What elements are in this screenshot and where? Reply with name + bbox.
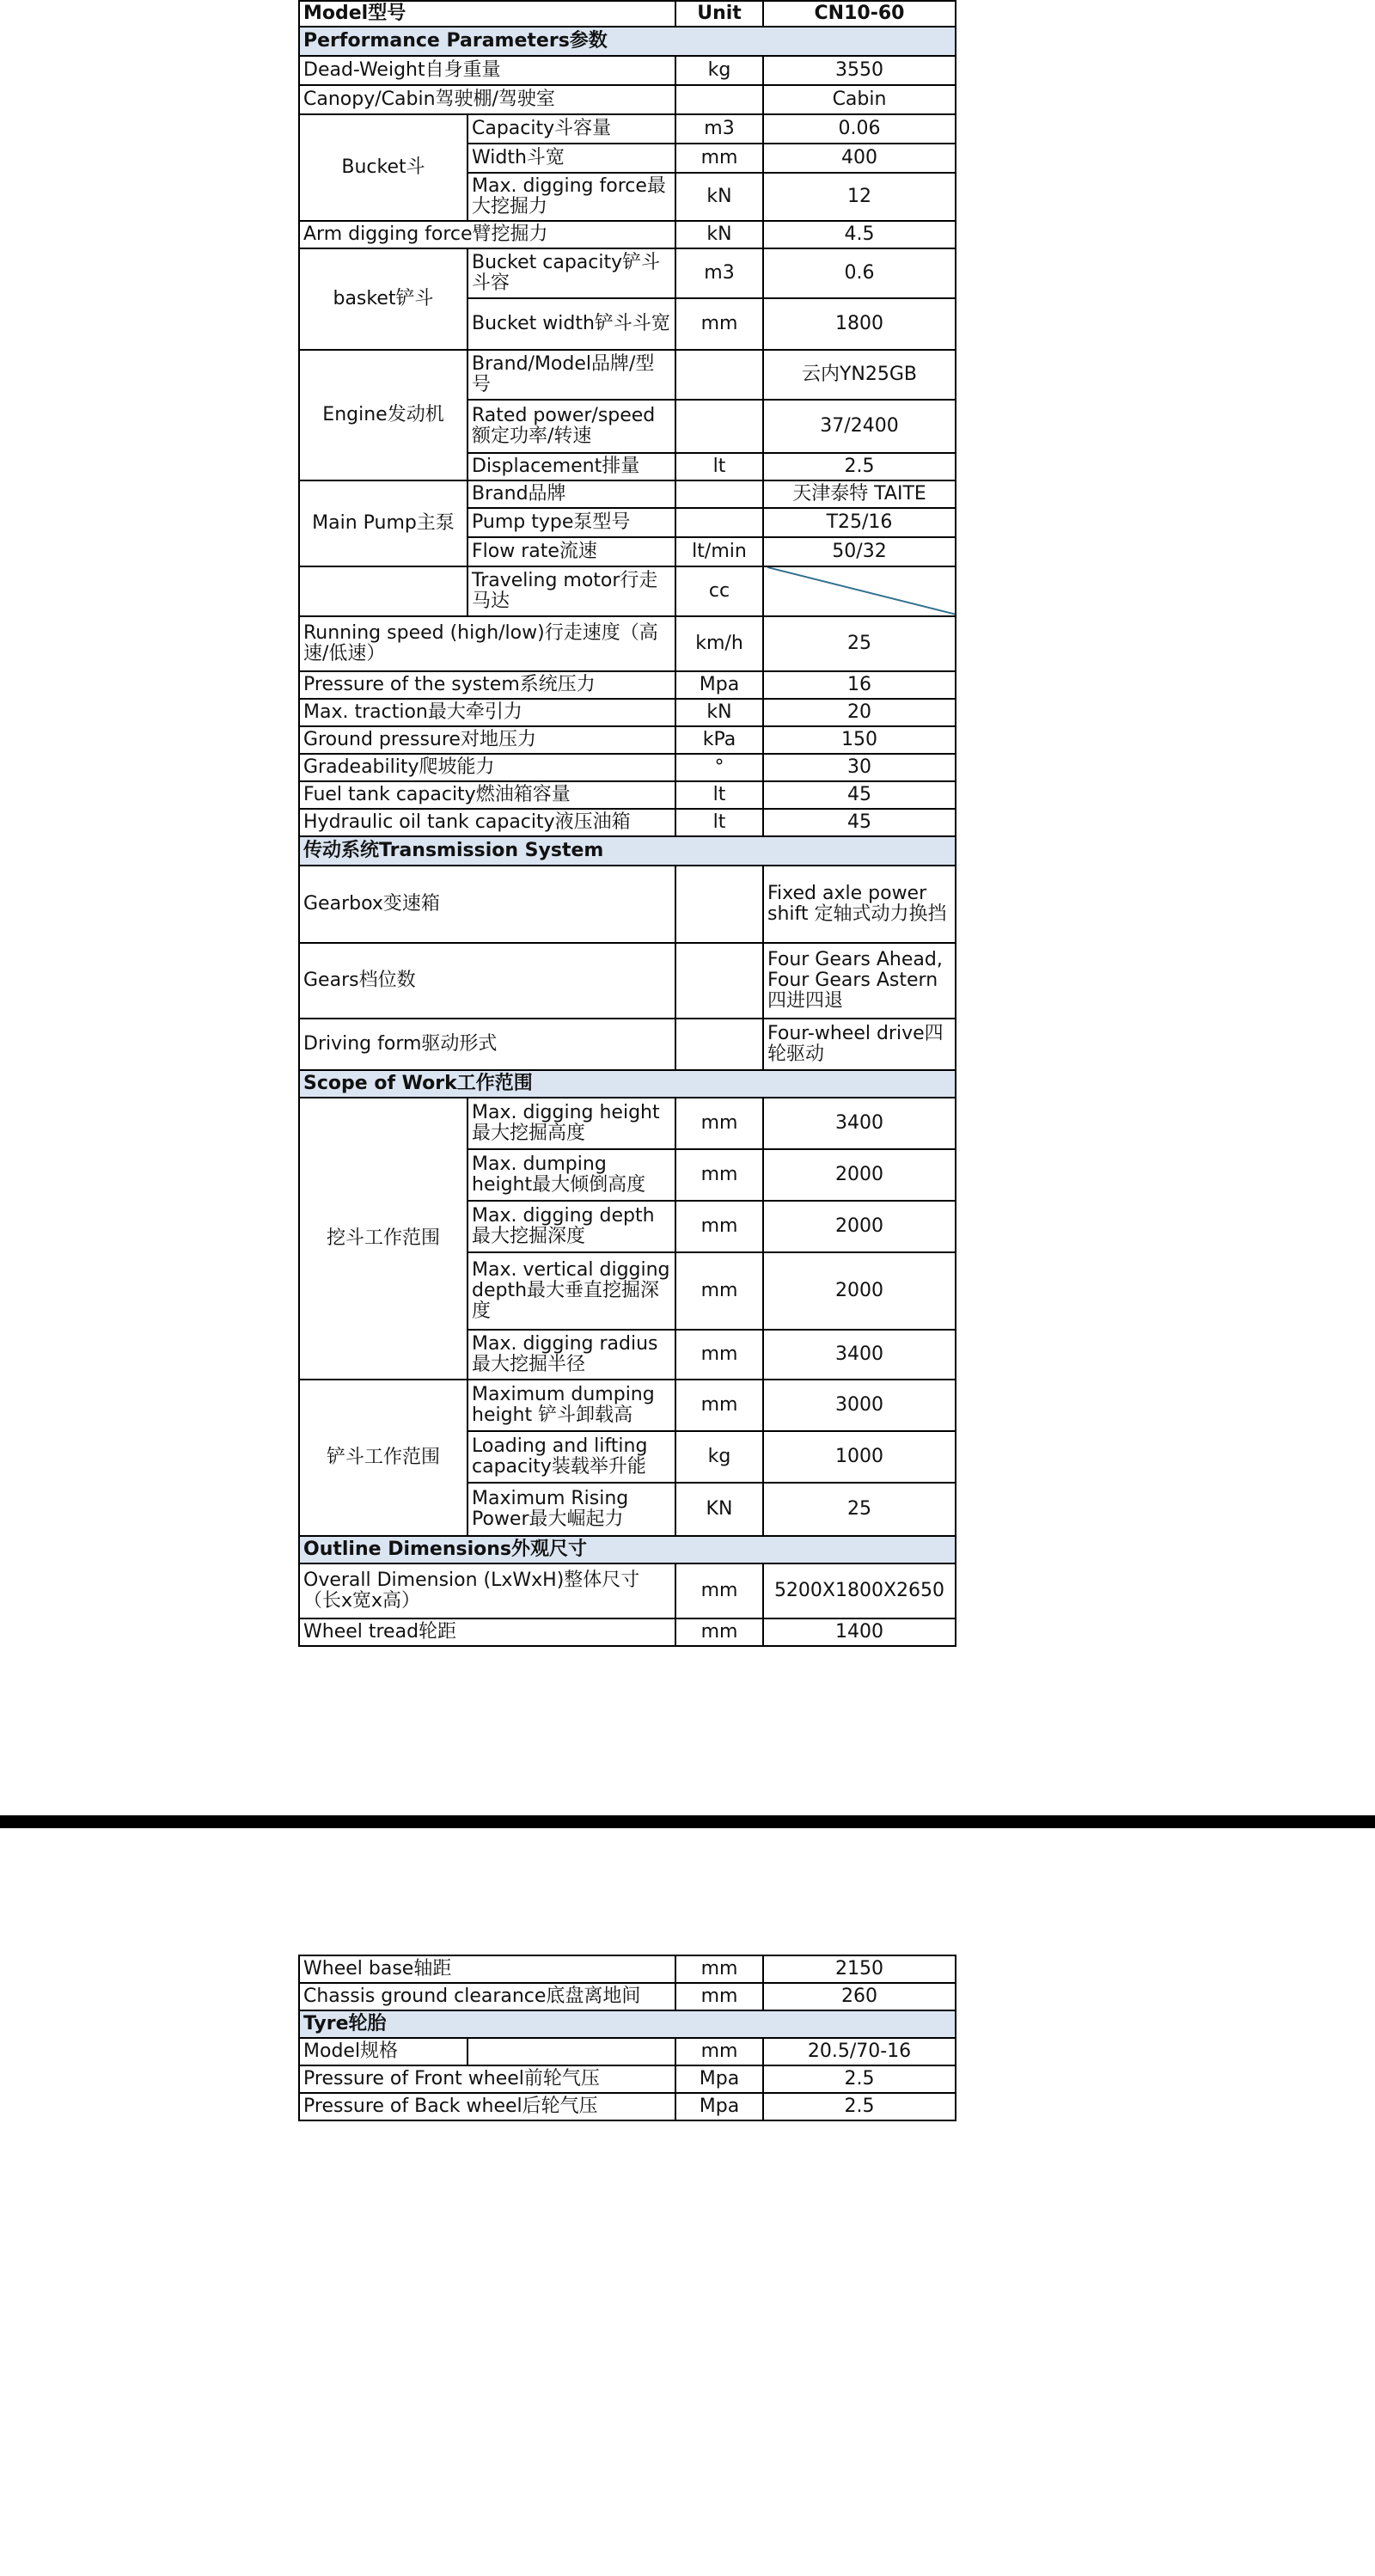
param-unit: KN [675,1483,763,1536]
param-name: Displacement排量 [468,453,675,480]
param-name: Capacity斗容量 [468,114,675,144]
param-unit: lt [675,809,763,836]
param-name: Maximum Rising Power最大崛起力 [468,1483,675,1536]
param-value: 1800 [763,298,956,350]
param-value: 50/32 [763,537,956,566]
param-value: 37/2400 [763,400,956,453]
param-value: 45 [763,809,956,836]
table-row [299,1563,956,1618]
param-value: 天津泰特 TAITE [763,480,956,508]
param-name: Bucket capacity铲斗斗容 [468,248,675,298]
diagonal-slash-mark [767,567,956,615]
param-name: Max. digging depth最大挖掘深度 [468,1201,675,1252]
param-name: Chassis ground clearance底盘离地间 [299,1983,675,2010]
param-name: Arm digging force臂挖掘力 [299,221,675,248]
param-name: Max. dumping height最大倾倒高度 [468,1149,675,1201]
param-unit: mm [675,1380,763,1431]
empty-group-cell [299,566,468,616]
table-row [299,699,956,726]
param-value: 260 [763,1983,956,2010]
param-unit: kN [675,221,763,248]
param-value: 45 [763,781,956,809]
section-title-scope: Scope of Work工作范围 [299,1070,956,1098]
table-row [299,1955,956,1983]
param-name: Pressure of the system系统压力 [299,671,675,699]
param-value: 1000 [763,1431,956,1483]
table-row [299,1019,956,1070]
section-title-performance: Performance Parameters参数 [299,27,956,56]
param-unit: m3 [675,114,763,144]
table-row [299,754,956,781]
table-row [299,1618,956,1646]
param-name: Dead-Weight自身重量 [299,56,675,85]
table-row [299,566,956,616]
param-value: 20 [763,699,956,726]
param-unit [675,1019,763,1070]
param-name: Fuel tank capacity燃油箱容量 [299,781,675,809]
param-value: 25 [763,616,956,671]
param-value: 0.6 [763,248,956,298]
param-value: 20.5/70-16 [763,2038,956,2065]
table-row [299,248,956,298]
table-row [299,671,956,699]
group-label-loader-scope: 铲斗工作范围 [299,1380,468,1536]
table-row [299,1098,956,1149]
table-row [299,480,956,508]
param-value: 2000 [763,1149,956,1201]
param-value: 云内YN25GB [763,350,956,400]
param-unit: cc [675,566,763,616]
table-row [299,781,956,809]
table-row [299,866,956,943]
param-unit: mm [675,1563,763,1618]
param-value: 2000 [763,1252,956,1330]
param-name: Model规格 [299,2038,468,2065]
group-label-main-pump: Main Pump主泵 [299,480,468,566]
param-unit: mm [675,2038,763,2065]
table-row [299,2038,956,2065]
group-label-basket: basket铲斗 [299,248,468,350]
param-unit: mm [675,144,763,173]
param-name: Pump type泵型号 [468,508,675,537]
section-row [299,1070,956,1098]
param-unit [675,866,763,943]
section-row [299,836,956,866]
param-value: Four-wheel drive四轮驱动 [763,1019,956,1070]
param-unit: m3 [675,248,763,298]
param-name: Overall Dimension (LxWxH)整体尺寸（长x宽x高） [299,1563,675,1618]
param-value: 400 [763,144,956,173]
param-unit: Mpa [675,671,763,699]
model-label: Model型号 [299,1,675,27]
param-name: Hydraulic oil tank capacity液压油箱 [299,809,675,836]
param-name: Running speed (high/low)行走速度（高速/低速） [299,616,675,671]
param-value: 3400 [763,1330,956,1380]
spec-table-page-1 [298,0,956,1647]
param-name: Rated power/speed额定功率/转速 [468,400,675,453]
unit-label: Unit [675,1,763,27]
param-unit [675,350,763,400]
param-name: Wheel tread轮距 [299,1618,675,1646]
param-value: 5200X1800X2650 [763,1563,956,1618]
param-unit: mm [675,1149,763,1201]
param-unit [675,85,763,114]
param-unit: kPa [675,726,763,754]
param-name: Pressure of Back wheel后轮气压 [299,2093,675,2120]
param-value: 2.5 [763,2065,956,2093]
param-name: Max. vertical digging depth最大垂直挖掘深度 [468,1252,675,1330]
param-value: T25/16 [763,508,956,537]
param-unit: mm [675,1252,763,1330]
table-row [299,2093,956,2120]
param-value: 3400 [763,1098,956,1149]
param-value: 2150 [763,1955,956,1983]
param-unit: kg [675,56,763,85]
section-row [299,27,956,56]
param-unit: kN [675,173,763,221]
param-unit: lt [675,453,763,480]
param-unit: ° [675,754,763,781]
param-name: Ground pressure对地压力 [299,726,675,754]
section-title-transmission: 传动系统Transmission System [299,836,956,866]
param-unit: mm [675,1983,763,2010]
param-value: 16 [763,671,956,699]
param-unit: mm [675,1955,763,1983]
param-unit: lt/min [675,537,763,566]
param-name: Max. digging force最大挖掘力 [468,173,675,221]
param-value: 2.5 [763,2093,956,2120]
section-row [299,1536,956,1563]
param-value: 25 [763,1483,956,1536]
table-row [299,350,956,400]
section-title-outline: Outline Dimensions外观尺寸 [299,1536,956,1563]
param-name: Pressure of Front wheel前轮气压 [299,2065,675,2093]
param-value: 30 [763,754,956,781]
param-unit: kN [675,699,763,726]
param-value: Fixed axle power shift 定轴式动力换挡 [763,866,956,943]
param-name: Bucket width铲斗斗宽 [468,298,675,350]
table-row [299,2065,956,2093]
param-unit [675,400,763,453]
param-name: Brand品牌 [468,480,675,508]
param-unit [675,480,763,508]
param-unit: mm [675,1618,763,1646]
param-unit: lt [675,781,763,809]
param-unit [675,508,763,537]
param-value: 3550 [763,56,956,85]
group-label-engine: Engine发动机 [299,350,468,480]
param-unit: mm [675,298,763,350]
param-unit: mm [675,1330,763,1380]
table-row [299,85,956,114]
param-unit: km/h [675,616,763,671]
table-row [299,56,956,85]
param-value: Four Gears Ahead, Four Gears Astern 四进四退 [763,943,956,1019]
section-title-tyre: Tyre轮胎 [299,2010,956,2038]
table-row [299,726,956,754]
page-divider [0,1815,1375,1828]
param-name: Canopy/Cabin驾驶棚/驾驶室 [299,85,675,114]
table-row [299,616,956,671]
param-name: Gradeability爬坡能力 [299,754,675,781]
param-unit: Mpa [675,2065,763,2093]
table-row [299,809,956,836]
group-label-backhoe-scope: 挖斗工作范围 [299,1098,468,1380]
param-value: 0.06 [763,114,956,144]
param-value: 150 [763,726,956,754]
param-unit: Mpa [675,2093,763,2120]
param-name: Gearbox变速箱 [299,866,675,943]
table-header-row [299,1,956,27]
param-name: Flow rate流速 [468,537,675,566]
table-row [299,1380,956,1431]
group-label-bucket: Bucket斗 [299,114,468,221]
param-value: 4.5 [763,221,956,248]
table-row [299,221,956,248]
param-value: 3000 [763,1380,956,1431]
param-value: Cabin [763,85,956,114]
param-value: 12 [763,173,956,221]
param-value: 2000 [763,1201,956,1252]
param-unit: mm [675,1098,763,1149]
param-name: Max. traction最大牵引力 [299,699,675,726]
section-row [299,2010,956,2038]
param-value-not-applicable [763,566,956,616]
param-name: Traveling motor行走马达 [468,566,675,616]
param-name: Max. digging radius最大挖掘半径 [468,1330,675,1380]
param-name: Driving form驱动形式 [299,1019,675,1070]
spec-table-page-2 [298,1955,956,2121]
param-value: 2.5 [763,453,956,480]
param-unit [675,943,763,1019]
param-value: 1400 [763,1618,956,1646]
param-unit: kg [675,1431,763,1483]
param-name: Brand/Model品牌/型号 [468,350,675,400]
table-row [299,943,956,1019]
empty-cell [468,2038,675,2065]
param-unit: mm [675,1201,763,1252]
param-name: Maximum dumping height 铲斗卸载高 [468,1380,675,1431]
table-row [299,1983,956,2010]
param-name: Width斗宽 [468,144,675,173]
table-row [299,114,956,144]
model-value: CN10-60 [763,1,956,27]
param-name: Gears档位数 [299,943,675,1019]
param-name: Max. digging height最大挖掘高度 [468,1098,675,1149]
param-name: Wheel base轴距 [299,1955,675,1983]
param-name: Loading and lifting capacity装载举升能 [468,1431,675,1483]
